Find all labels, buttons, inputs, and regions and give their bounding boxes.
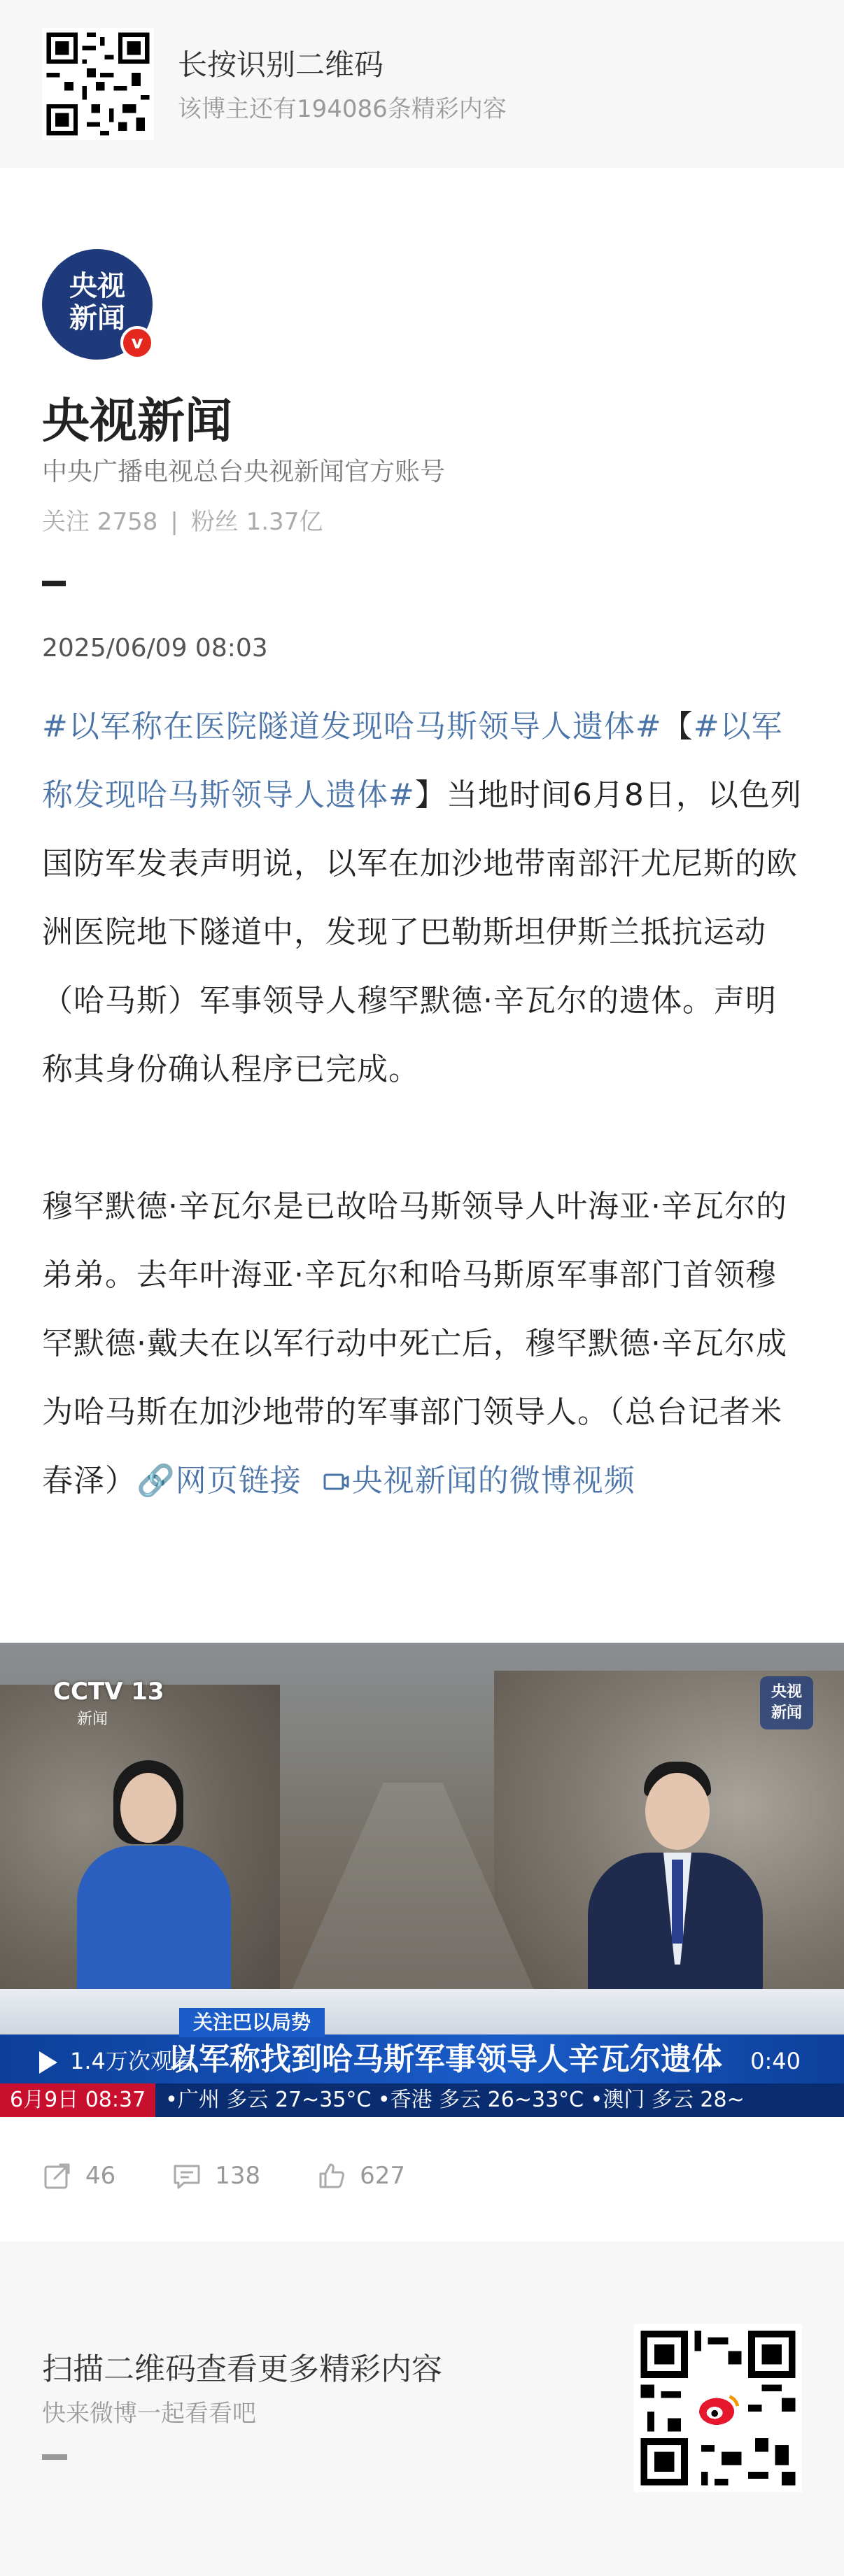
web-link[interactable]: 🔗网页链接 (136, 1463, 302, 1499)
ticker-date: 6月9日 08:37 (0, 2083, 155, 2117)
avatar-logo-line1: 央视 (69, 270, 125, 302)
qr-code-small[interactable] (42, 28, 154, 140)
video-link-label: 央视新闻的微博视频 (351, 1463, 635, 1499)
corner-logo-line1: 央视 (771, 1683, 802, 1701)
action-bar (42, 2155, 405, 2197)
anchor-male (581, 1748, 770, 2027)
like-count: 627 (360, 2162, 406, 2190)
footer-subtitle: 快来微博一起看看吧 (42, 2400, 256, 2428)
video-play-row[interactable] (39, 2044, 195, 2078)
stats-separator: | (170, 508, 178, 536)
banner-subtitle: 该博主还有194086条精彩内容 (178, 95, 507, 123)
lower-third-tag: 关注巴以局势 (179, 2008, 325, 2037)
qr-code-large[interactable] (634, 2324, 802, 2492)
comment-button[interactable] (171, 2160, 260, 2191)
qr-code-icon (42, 28, 154, 140)
banner-title: 长按识别二维码 (178, 48, 384, 82)
news-ticker (0, 2083, 844, 2117)
divider-dash (42, 581, 66, 586)
footer-dash (42, 2454, 67, 2460)
hashtag-link[interactable]: #以军称在医院隧道发现哈马斯领导人遗体# (42, 709, 662, 744)
comment-count: 138 (215, 2162, 261, 2190)
view-count: 1.4万次观看 (70, 2048, 195, 2074)
post-paragraph-1 (42, 693, 805, 1104)
cctv-logo-sub: 新闻 (77, 1711, 108, 1728)
post-paragraph-1-text: 】当地时间6月8日，以色列国防军发表声明说，以军在加沙地带南部汗尤尼斯的欧洲医院地下隧道中，发现了巴勒斯坦伊斯兰抵抗运动（哈马斯）军事领导人穆罕默德·辛瓦尔的遗体。声明称其身份确认程序已完成。 (42, 777, 802, 1087)
account-name[interactable]: 央视新闻 (42, 394, 233, 449)
like-button[interactable] (316, 2160, 405, 2191)
video-link[interactable] (323, 1463, 635, 1499)
following-count[interactable]: 关注 2758 (42, 508, 158, 536)
post-date: 2025/06/09 08:03 (42, 634, 268, 663)
comment-icon (171, 2160, 202, 2191)
paragraph-spacer (42, 1104, 805, 1173)
video-player[interactable] (0, 1643, 844, 2117)
repost-count: 46 (85, 2162, 116, 2190)
corner-logo-line2: 新闻 (771, 1704, 802, 1722)
video-link-icon (323, 1472, 349, 1493)
account-stats (42, 502, 323, 537)
avatar-logo (42, 270, 153, 334)
verified-badge-icon: v (120, 326, 154, 360)
avatar-logo-line2: 新闻 (69, 302, 125, 334)
repost-icon (42, 2160, 73, 2191)
avatar[interactable] (42, 249, 153, 360)
cctv-logo: CCTV 13 (53, 1678, 164, 1706)
weibo-qr-code-icon (634, 2324, 802, 2492)
cctv-news-corner-logo (760, 1676, 813, 1729)
thumbs-up-icon (316, 2160, 347, 2191)
post-content (42, 693, 805, 1515)
repost-button[interactable] (42, 2160, 115, 2191)
account-description: 中央广播电视总台央视新闻官方账号 (42, 458, 446, 486)
bracket-open: 【 (661, 709, 694, 744)
hashtag-link[interactable]: #以军称发现哈马斯领导人遗体# (42, 709, 783, 813)
post-paragraph-2 (42, 1173, 805, 1515)
footer-title: 扫描二维码查看更多精彩内容 (42, 2351, 442, 2387)
followers-count[interactable]: 粉丝 1.37亿 (190, 508, 323, 536)
play-icon[interactable] (39, 2051, 57, 2074)
post-paragraph-2-text: 穆罕默德·辛瓦尔是已故哈马斯领导人叶海亚·辛瓦尔的弟弟。去年叶海亚·辛瓦尔和哈马斯原军事部门首领穆罕默德·戴夫在以军行动中死亡后，穆罕默德·辛瓦尔成为哈马斯在加沙地带的军事部门领导人。（总台记者米春泽） (42, 1189, 787, 1499)
anchor-female (70, 1748, 238, 2027)
video-duration: 0:40 (750, 2048, 801, 2074)
lower-third-headline: 以军称找到哈马斯军事领导人辛瓦尔遗体 (168, 2041, 722, 2077)
ticker-text: •广州 多云 27~35°C •香港 多云 26~33°C •澳门 多云 28~ (165, 2088, 745, 2112)
